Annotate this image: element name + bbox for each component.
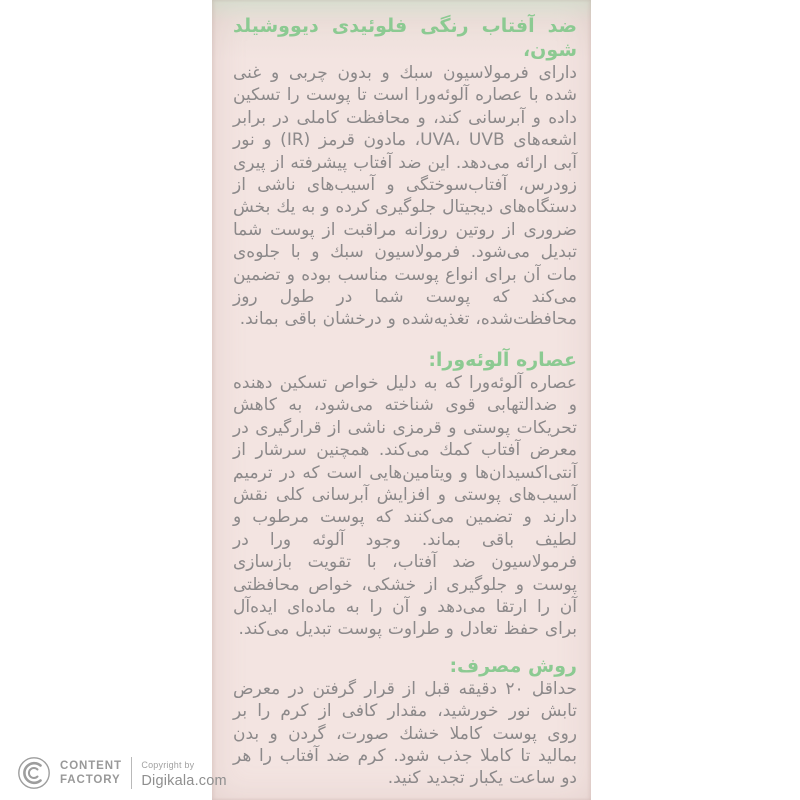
usage-section-paragraph: حداقل ۲۰ دقیقه قبل از قرار گرفتن در معرض تابش نور خورشید، مقدار كافی از كرم را بر روی پوست كاملا خشك صورت، گردن و بدن بمالید تا كاملا جذب شود. كرم ضد آفتاب را هر دو ساعت یكبار تجدید كنید. (233, 678, 577, 789)
aloe-vera-section-heading: عصاره آلوئه‌ورا: (428, 348, 577, 371)
panel-text-block (233, 14, 577, 790)
copyright-label: Copyright by (141, 759, 195, 770)
product-description-paragraph: دارای فرمولاسیون سبك و بدون چربی و غنی شده با عصاره آلوئه‌ورا است تا پوست را تسكین داده و آبرسانی كند، و محافظت كاملی در برابر اشعه‌های UVA، UVB، مادون قرمز (IR) و نور آبی ارائه می‌دهد. این ضد آفتاب پیشرفته از پیری زودرس، آفتاب‌سوختگی و آسیب‌های ناشی از دستگاه‌های دیجیتال جلوگیری كرده و به یك بخش ضروری از روتین روزانه مراقبت از پوست شما تبدیل می‌شود. فرمولاسیون سبك و با جلوه‌ی مات آن برای انواع پوست مناسب بوده و تضمین می‌كند كه پوست شما در طول روز محافظت‌شده، تغذیه‌شده و درخشان باقی بماند. (233, 63, 577, 330)
copyright-block (141, 759, 226, 788)
watermark (17, 756, 227, 790)
product-title-heading: ضد آفتاب رنگی فلوئیدی دیووشیلد شون، (233, 15, 577, 61)
wordmark-line-2: FACTORY (60, 774, 121, 786)
watermark-divider (131, 757, 133, 789)
usage-section-heading: روش مصرف: (449, 654, 577, 677)
sunscreen-box-back-panel (212, 0, 591, 800)
digikala-wordmark: Digikala.com (141, 772, 227, 789)
aloe-vera-section-paragraph: عصاره آلوئه‌ورا كه به دلیل خواص تسكین دهنده و ضدالتهابی قوی شناخته می‌شود، به كاهش تحریكات پوستی و قرمزی ناشی از قرارگیری در معرض آفتاب كمك می‌كند. همچنین سرشار از آنتی‌اكسیدان‌ها و ویتامین‌هایی است كه در ترمیم آسیب‌های پوستی و افزایش آبرسانی كلی نقش دارند و تضمین می‌كنند كه پوست مرطوب و لطیف باقی بماند. وجود آلوئه ورا در فرمولاسیون ضد آفتاب، با تقویت بازسازی پوست و جلوگیری از خشكی، خواص محافظتی آن را ارتقا می‌دهد و آن را به ماده‌ای ایده‌آل برای حفظ تعادل و طراوت پوست تبدیل می‌كند. (233, 372, 577, 640)
content-factory-logo-icon (17, 756, 51, 790)
content-factory-wordmark (60, 759, 122, 787)
wordmark-line-1: CONTENT (60, 760, 122, 772)
